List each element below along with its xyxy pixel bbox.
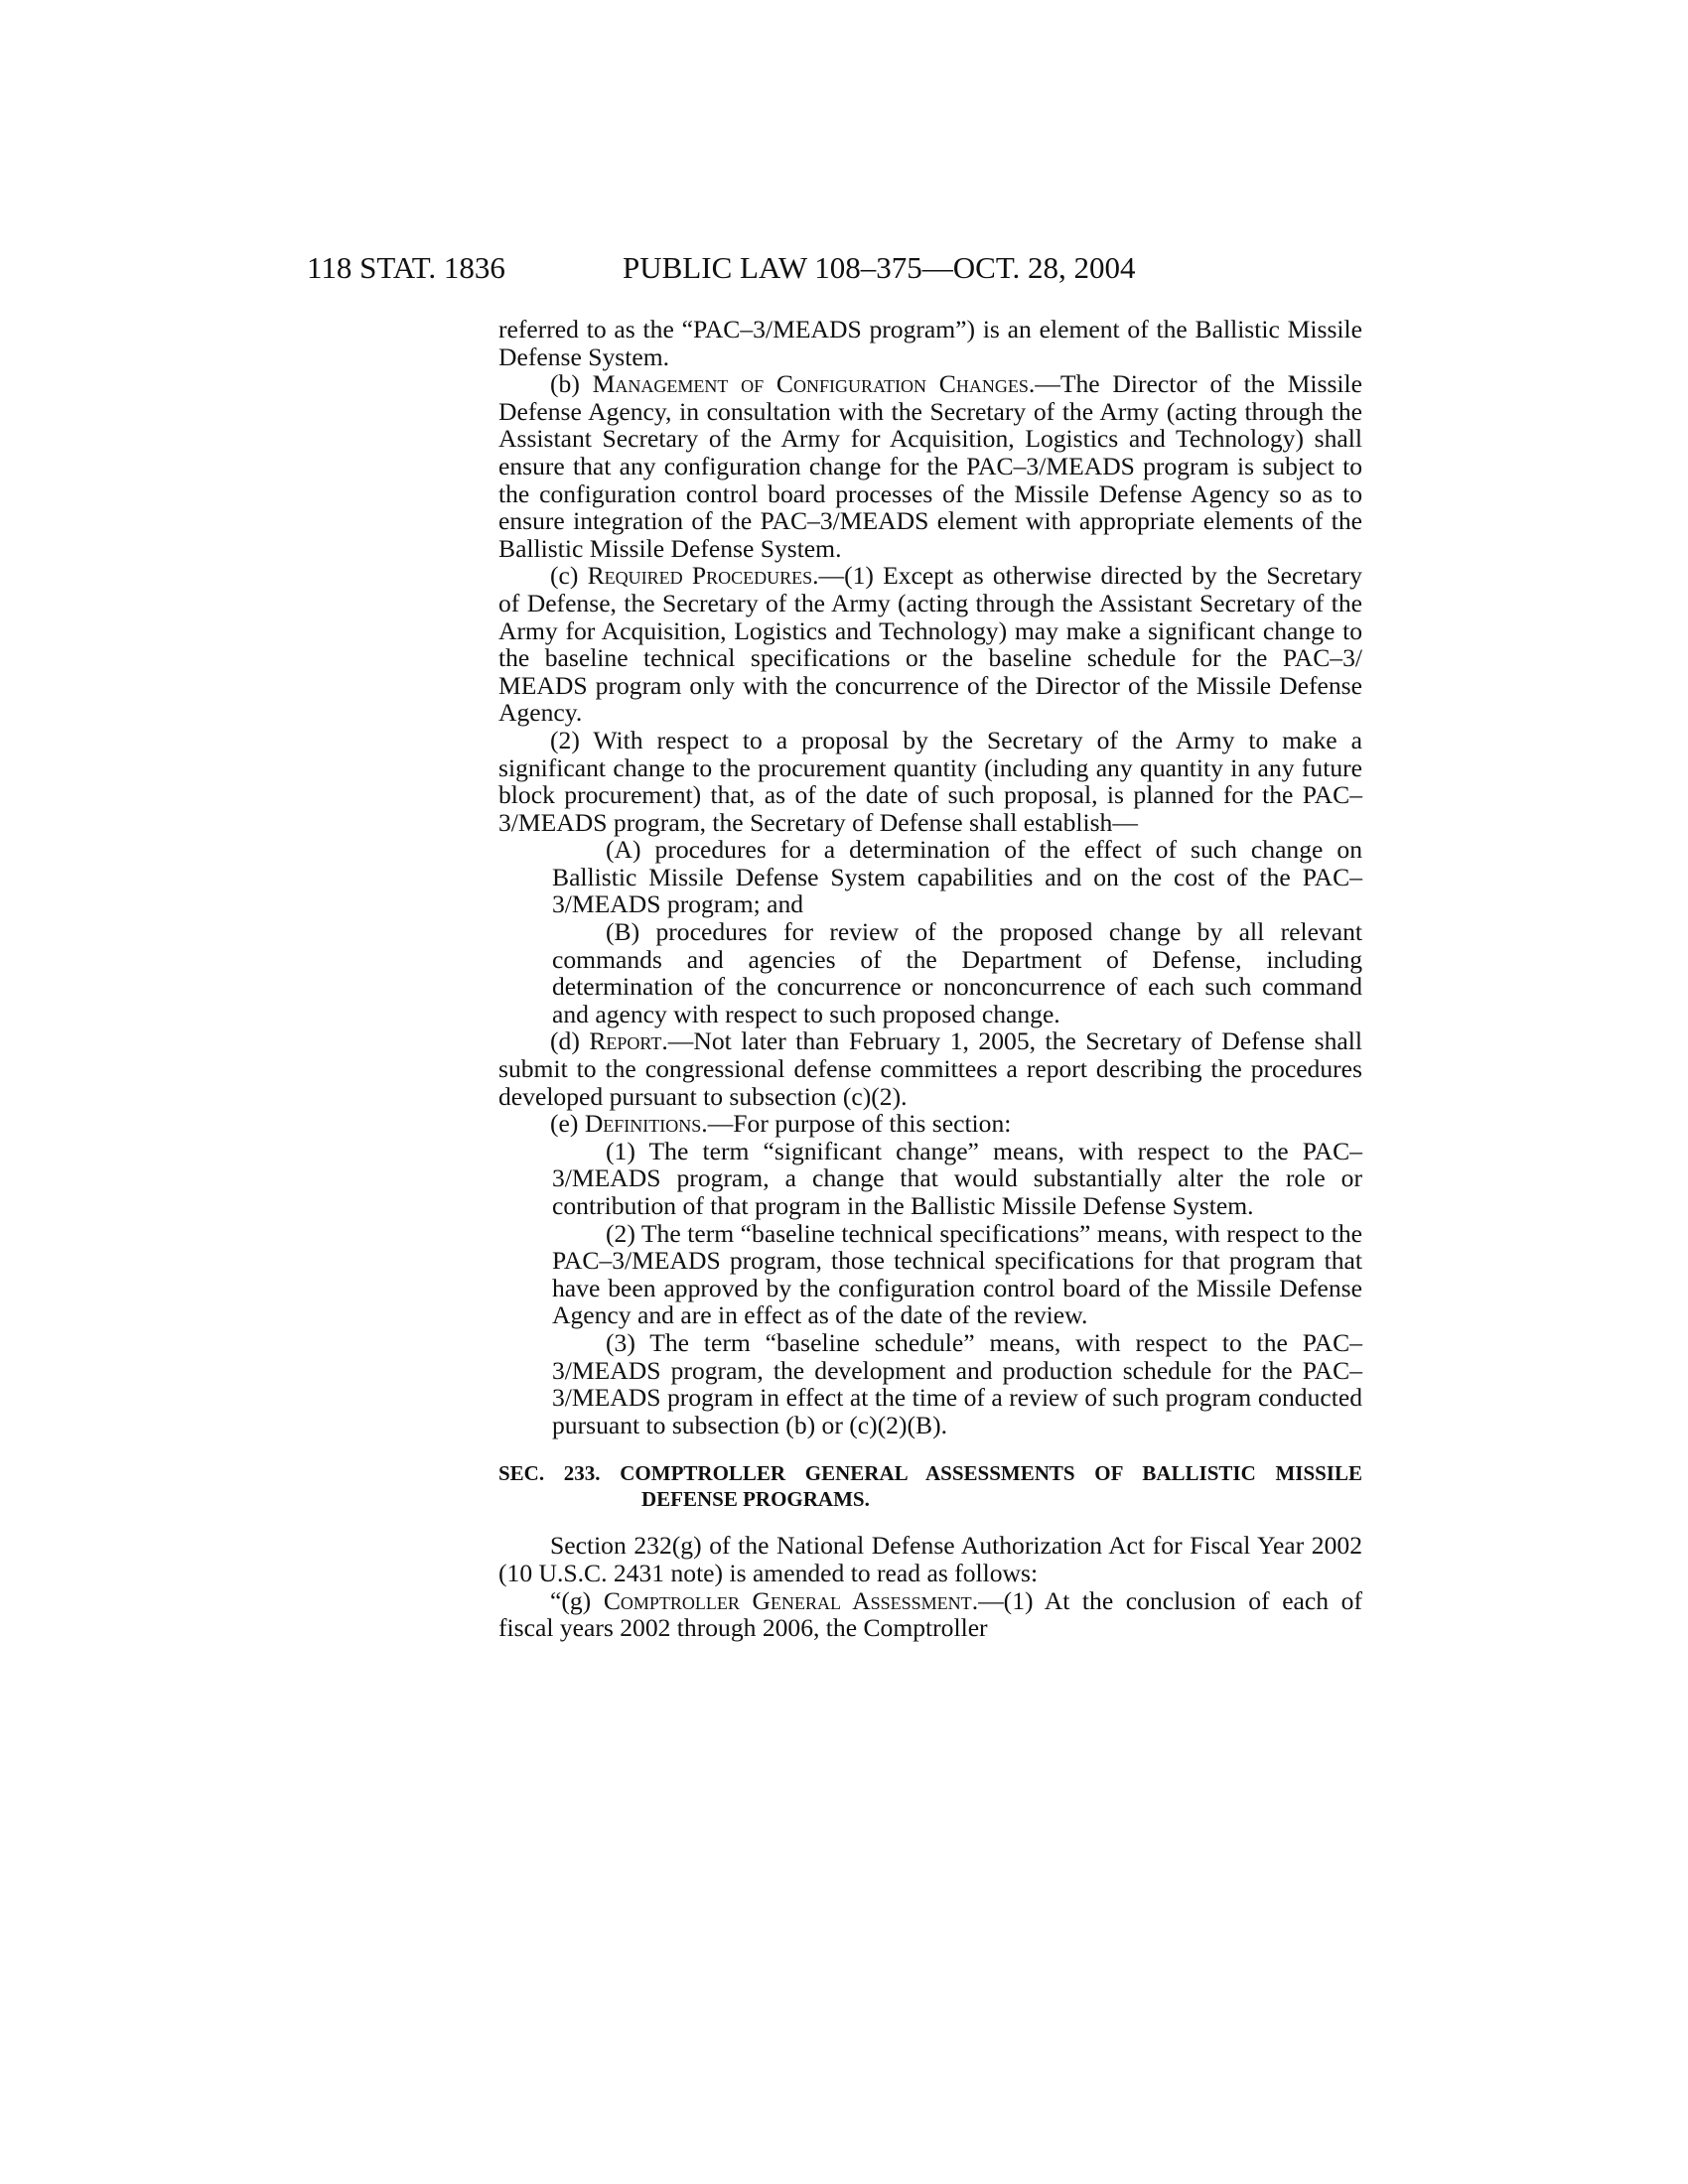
subparagraph-c2b: (B) procedures for review of the proposed change by all relevant commands and agencies of the Department of Defense, including determination of the concurrence or nonconcurrence of each such command and agency with respect to such proposed change.: [552, 917, 1362, 1028]
subsection-label: (e): [550, 1109, 585, 1139]
subsection-text: .—(1) At the conclusion of each of fiscal years 2002 through 2006, the Comptroller: [498, 1585, 1363, 1643]
definition-e1: (1) The term “significant change” means, with respect to the PAC–3/MEADS program, a change that would substantially alter the role or contribution of that program in the Ballistic Missile Defense System.: [552, 1136, 1362, 1220]
definition-e3: (3) The term “baseline schedule” means, with respect to the PAC–3/MEADS program, the development and production schedule for the PAC–3/MEADS program in effect at the time of a review of such program conducted pursuant to subsection (b) or (c)(2)(B).: [552, 1327, 1362, 1439]
page-header: [0, 248, 1688, 288]
subsection-label: (d): [550, 1026, 590, 1056]
section-233-text: Section 232(g) of the National Defense Authorization Act for Fiscal Year 2002 (10 U.S.C. 2431 note) is amended to read as follows:: [498, 1531, 1362, 1587]
subsection-text: .—For purpose of this section:: [701, 1109, 1012, 1139]
subsection-text: .—Not later than February 1, 2005, the Secretary of Defense shall submit to the congressional defense committees a report describing the procedures developed pursuant to subsection (c)(2).: [498, 1026, 1362, 1111]
section-233-heading: SEC. 233. COMPTROLLER GENERAL ASSESSMENTS OF BALLISTIC MISSILE DEFENSE PROGRAMS.: [498, 1461, 1362, 1512]
subsection-e: [498, 1110, 1362, 1138]
subsection-c: [498, 562, 1362, 727]
subsection-heading: Report: [589, 1026, 662, 1056]
subsection-d: [498, 1027, 1362, 1110]
subsection-b: [498, 370, 1362, 562]
document-body: [498, 316, 1362, 1642]
subsection-heading: Management of Configuration Changes: [592, 369, 1029, 399]
subsection-heading: Required Procedures: [587, 561, 813, 591]
subsection-label: “(g): [550, 1585, 604, 1615]
subsection-label: (b): [550, 369, 593, 399]
paragraph-c2: (2) With respect to a proposal by the Secretary of the Army to make a significant change to the procurement quantity (including any quantity in any future block procurement) that, as of the date of such proposal, is planned for the PAC–3/MEADS program, the Secretary of Defense shall establish—: [498, 725, 1362, 837]
subsection-text: .—(1) Except as otherwise directed by the Secretary of Defense, the Secretary of the Army (acting through the Assistant Secretary of the Army for Acquisition, Logistics and Technology) may make a significant change to the baseline technical specifications or the baseline schedule for the PAC–3/ MEADS program only with the concurrence of the Director of the Missile Defense Agency.: [498, 561, 1362, 728]
public-law-title: PUBLIC LAW 108–375—OCT. 28, 2004: [623, 250, 1136, 285]
subsection-heading: Definitions: [584, 1109, 702, 1139]
subsection-label: (c): [550, 561, 588, 591]
subsection-text: .—The Director of the Missile Defense Agency, in consultation with the Secretary of the Army (acting through the Assistant Secretary of the Army for Acquisition, Logistics and Technology) shall ensure that any configuration change for the PAC–3/MEADS program is subject to the configuration control board processes of the Missile Defense Agency so as to ensure integration of the PAC–3/MEADS element with appropriate elements of the Ballistic Missile Defense System.: [498, 369, 1362, 563]
statute-page-reference: 118 STAT. 1836: [307, 250, 505, 285]
intro-paragraph: referred to as the “PAC–3/MEADS program”) is an element of the Ballistic Missile Defense System.: [498, 315, 1362, 371]
subsection-heading: Comptroller General Assessment: [603, 1585, 972, 1615]
subparagraph-c2a: (A) procedures for a determination of the effect of such change on Ballistic Missile Defense System capabilities and on the cost of the PAC–3/MEADS program; and: [552, 835, 1362, 919]
subsection-g: [498, 1587, 1362, 1642]
definition-e2: (2) The term “baseline technical specifications” means, with respect to the PAC–3/MEADS program, those technical specifications for that program that have been approved by the configuration control board of the Missile Defense Agency and are in effect as of the date of the review.: [552, 1218, 1362, 1330]
